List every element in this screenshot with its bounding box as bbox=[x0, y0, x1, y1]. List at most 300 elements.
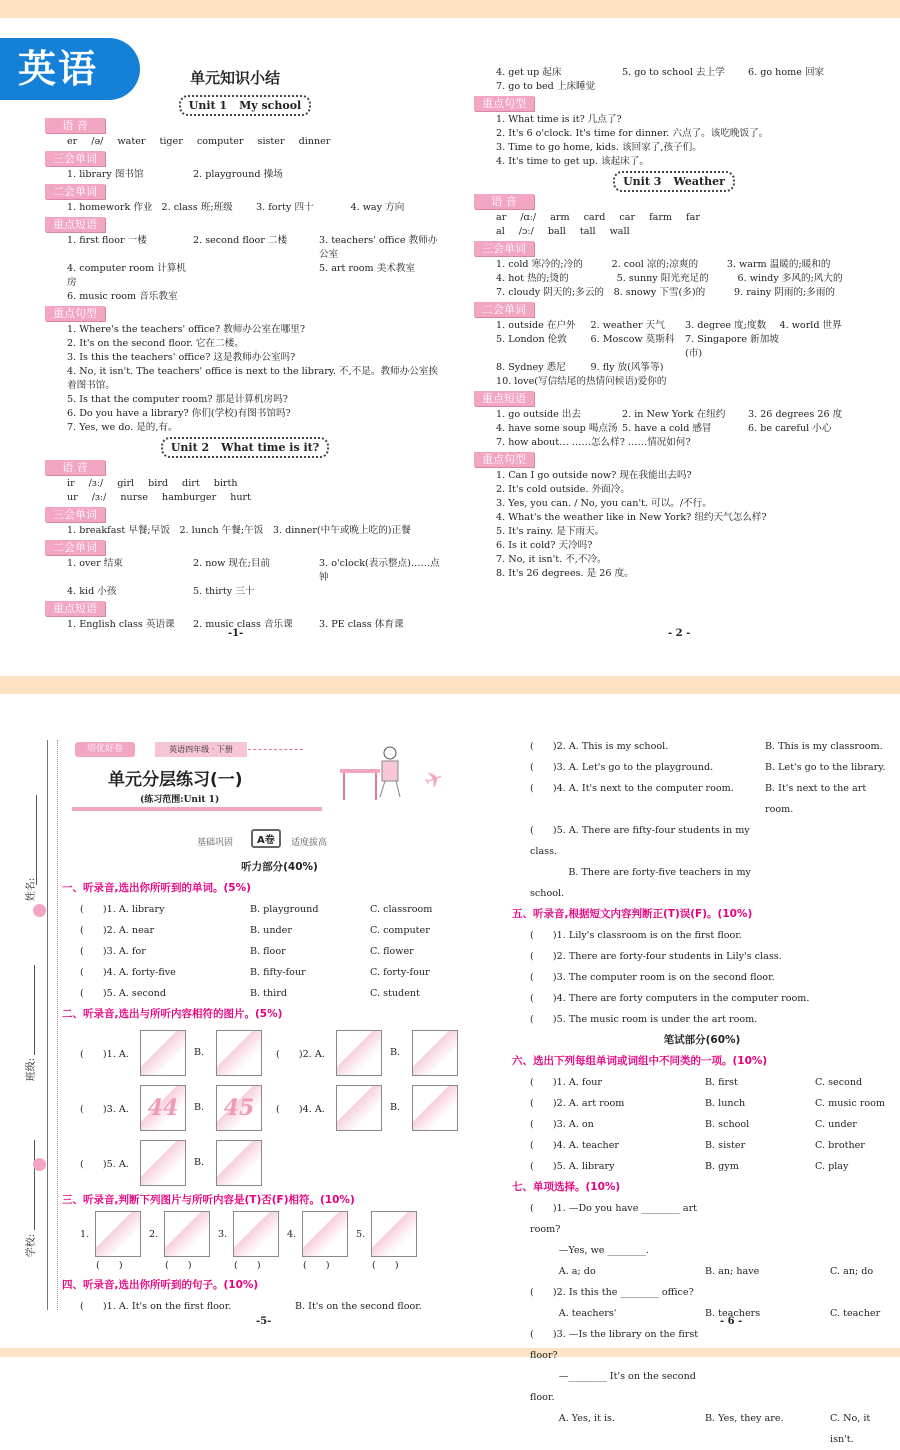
tf-answer-blank[interactable]: ( ) bbox=[372, 1260, 399, 1271]
option-b-label: B. bbox=[194, 1157, 205, 1168]
phonics-word: wall bbox=[609, 226, 630, 237]
tf-picture bbox=[371, 1211, 417, 1257]
answer-option[interactable]: C. an; do bbox=[830, 1266, 874, 1277]
picture-choice-row bbox=[62, 1135, 467, 1190]
tf-picture bbox=[164, 1211, 210, 1257]
listening-part-title: 听力部分(40%) bbox=[241, 861, 318, 873]
page-1 bbox=[45, 63, 445, 632]
vocab-item bbox=[193, 262, 319, 290]
section-tag: 二会单词 bbox=[474, 302, 534, 317]
text-line: 3. Is this the teachers' office? 这是教师办公室吗? bbox=[67, 352, 296, 363]
phonics-word: tall bbox=[579, 226, 596, 237]
section-heading: 四、听录音,选出你所听到的句子。(10%) bbox=[62, 1279, 259, 1291]
question-stem: —________ It's on the second floor. bbox=[530, 1371, 696, 1403]
question-stem: A. Yes, it is. bbox=[530, 1413, 616, 1424]
phonics-word: /ə/ bbox=[91, 136, 104, 147]
page-title: 单元知识小结 bbox=[189, 69, 280, 87]
vocab-item: 3. 26 degrees 26 度 bbox=[748, 409, 843, 420]
picture-option-b[interactable] bbox=[412, 1030, 458, 1076]
page-separator-band bbox=[0, 676, 900, 694]
level-right: 适度拔高 bbox=[291, 838, 328, 848]
phonics-word: /ɜː/ bbox=[91, 492, 107, 503]
tf-item bbox=[287, 1211, 356, 1275]
vocab-item: 1. go outside 出去 bbox=[496, 409, 582, 420]
tf-question: ( )3. The computer room is on the second floor. bbox=[530, 972, 775, 983]
section-tag: 重点句型 bbox=[474, 96, 534, 111]
answer-option[interactable]: B. It's next to the art room. bbox=[765, 783, 867, 815]
phonics-word: farm bbox=[649, 212, 673, 223]
question-label: ( )1. A. bbox=[80, 1048, 129, 1060]
phonics-word: car bbox=[619, 212, 636, 223]
answer-option[interactable]: B. under bbox=[250, 925, 292, 936]
phonics-word: water bbox=[117, 136, 146, 147]
answer-option[interactable]: B. floor bbox=[250, 946, 286, 957]
question-row bbox=[62, 962, 467, 983]
question-row bbox=[512, 736, 892, 757]
question-stem: ( )3. A. Let's go to the playground. bbox=[530, 762, 714, 773]
page-2 bbox=[474, 66, 874, 581]
tf-number: 4. bbox=[287, 1228, 297, 1240]
section-tag: 三会单词 bbox=[45, 507, 105, 522]
answer-option[interactable] bbox=[705, 1198, 830, 1240]
picture-option-a[interactable] bbox=[336, 1030, 382, 1076]
picture-option-b[interactable] bbox=[412, 1085, 458, 1131]
answer-option[interactable]: C. No, it isn't. bbox=[830, 1413, 871, 1445]
unit-heading-part: Unit 2 bbox=[170, 441, 210, 454]
phonics-word: tiger bbox=[159, 136, 183, 147]
question-stem: ( )3. A. for bbox=[80, 946, 146, 957]
answer-option[interactable] bbox=[830, 1366, 892, 1408]
subject-tab: 英语 bbox=[0, 38, 140, 100]
phonics-word: al bbox=[496, 226, 505, 237]
page-separator-band bbox=[0, 0, 900, 18]
text-line: 3. Yes, you can. / No, you can't. 可以。/不行。 bbox=[496, 498, 712, 509]
vocab-item: 4. kid 小孩 bbox=[67, 586, 117, 597]
question-row bbox=[62, 983, 467, 1004]
answer-option[interactable]: B. an; have bbox=[705, 1266, 760, 1277]
vocab-item: 5. have a cold 感冒 bbox=[622, 423, 712, 434]
vocab-row bbox=[45, 201, 445, 215]
phonics-word: computer bbox=[196, 136, 244, 147]
question-stem: —Yes, we ________. bbox=[530, 1245, 649, 1256]
vocab-item: 8. Sydney 悉尼 bbox=[496, 362, 566, 373]
option-b-label: B. bbox=[194, 1102, 205, 1113]
section-heading: 七、单项选择。(10%) bbox=[512, 1181, 621, 1193]
question-row bbox=[512, 1240, 892, 1261]
phonics-word: /ɔː/ bbox=[518, 226, 534, 237]
answer-option[interactable]: B. It's on the second floor. bbox=[295, 1301, 422, 1312]
section-tag: 三会单词 bbox=[45, 151, 105, 166]
writing-part-title: 笔试部分(60%) bbox=[663, 1034, 741, 1046]
level-indicator bbox=[195, 827, 335, 851]
text-line: 10. love(写信结尾的热情问候语)爱你的 bbox=[496, 376, 667, 387]
phonics-word: hamburger bbox=[161, 492, 217, 503]
phonics-row bbox=[474, 225, 874, 239]
vocab-item: 2. now 现在;目前 bbox=[193, 558, 271, 569]
section-tag: 重点短语 bbox=[474, 391, 534, 406]
vocab-item: 4. way 方向 bbox=[350, 202, 405, 213]
answer-option[interactable]: B. Let's go to the library. bbox=[765, 762, 886, 773]
phonics-word: girl bbox=[117, 478, 135, 489]
answer-option[interactable] bbox=[830, 1240, 892, 1261]
picture-option-b[interactable]: 45 bbox=[216, 1085, 262, 1131]
picture-option-a[interactable]: 44 bbox=[140, 1085, 186, 1131]
tf-number: 2. bbox=[149, 1228, 159, 1240]
page-number: - 6 - bbox=[720, 1316, 743, 1327]
text-line: 7. go to bed 上床睡觉 bbox=[496, 81, 596, 92]
name-label: 姓名: bbox=[26, 877, 38, 902]
vocab-item: 3. forty 四十 bbox=[256, 202, 314, 213]
question-stem: ( )4. A. forty-five bbox=[80, 967, 176, 978]
section-tag: 语 音 bbox=[45, 118, 105, 133]
text-line: 7. No, it isn't. 不,不冷。 bbox=[496, 554, 607, 565]
vocab-row bbox=[474, 361, 874, 375]
question-row bbox=[512, 1198, 892, 1240]
phonics-word: ur bbox=[67, 492, 78, 503]
vocab-item bbox=[780, 361, 875, 375]
answer-option[interactable]: C. classroom bbox=[370, 904, 433, 915]
phonics-word: birth bbox=[213, 478, 238, 489]
level-badge: A卷 bbox=[251, 829, 281, 848]
answer-option[interactable] bbox=[705, 1240, 830, 1261]
school-label: 学校: bbox=[26, 1233, 38, 1258]
vocab-row bbox=[45, 168, 445, 182]
answer-option[interactable] bbox=[830, 1198, 892, 1240]
section-tag: 重点短语 bbox=[45, 217, 105, 232]
phonics-row bbox=[45, 491, 445, 505]
tf-question: ( )5. The music room is under the art room. bbox=[530, 1014, 758, 1025]
vocab-row bbox=[45, 262, 445, 290]
question-stem: ( )2. Is this the ________ office? bbox=[530, 1287, 694, 1298]
tf-question: ( )2. There are forty-four students in Lily's class. bbox=[530, 951, 782, 962]
text-line: 1. breakfast 早餐;早饭 2. lunch 午餐;午饭 3. dinner(中午或晚上吃的)正餐 bbox=[67, 525, 411, 536]
vocab-item: 2. class 班;班级 bbox=[161, 202, 233, 213]
vocab-row bbox=[45, 557, 445, 585]
vocab-item bbox=[685, 361, 780, 375]
vocab-item: 4. computer room 计算机房 bbox=[67, 263, 187, 288]
answer-option[interactable] bbox=[830, 1324, 892, 1366]
text-line: 1. Where's the teachers' office? 教师办公室在哪里? bbox=[67, 324, 306, 335]
section-tag: 重点短语 bbox=[45, 601, 105, 616]
phonics-word: er bbox=[67, 136, 78, 147]
answer-option[interactable]: B. playground bbox=[250, 904, 319, 915]
option-b-label: B. bbox=[194, 1047, 205, 1058]
unit-heading-part: Weather bbox=[673, 175, 725, 188]
tf-answer-blank[interactable]: ( ) bbox=[303, 1260, 330, 1271]
question-row bbox=[512, 1093, 892, 1114]
option-b-label: B. bbox=[390, 1047, 401, 1058]
phonics-word: card bbox=[583, 212, 606, 223]
vocab-item: 2. playground 操场 bbox=[193, 169, 283, 180]
question-row bbox=[512, 1408, 892, 1450]
vocab-item: 2. in New York 在纽约 bbox=[622, 409, 726, 420]
section-heading: 六、选出下列每组单词或词组中不同类的一项。(10%) bbox=[512, 1055, 768, 1067]
vocab-item: 7. Singapore 新加坡(市) bbox=[685, 334, 779, 359]
question-row bbox=[512, 820, 892, 862]
answer-option[interactable]: C. forty-four bbox=[370, 967, 430, 978]
section-heading: 一、听录音,选出你所听到的单词。(5%) bbox=[62, 882, 251, 894]
answer-option[interactable]: B. fifty-four bbox=[250, 967, 306, 978]
answer-option[interactable]: C. second bbox=[815, 1077, 863, 1088]
tf-picture-row bbox=[62, 1211, 467, 1275]
vocab-item: 5. go to school 去上学 bbox=[622, 67, 725, 78]
tf-question: ( )4. There are forty computers in the computer room. bbox=[530, 993, 810, 1004]
phonics-word: ball bbox=[547, 226, 566, 237]
answer-option[interactable]: C. brother bbox=[815, 1140, 865, 1151]
page-6 bbox=[512, 736, 892, 1450]
tf-picture bbox=[95, 1211, 141, 1257]
vocab-item: 5. thirty 三十 bbox=[193, 586, 255, 597]
section-heading: 二、听录音,选出与所听内容相符的图片。(5%) bbox=[62, 1008, 283, 1020]
vocab-row bbox=[45, 618, 445, 632]
answer-option[interactable]: B. first bbox=[705, 1077, 738, 1088]
answer-option[interactable] bbox=[765, 862, 892, 904]
question-stem: ( )1. A. library bbox=[80, 904, 165, 915]
question-stem: ( )5. A. There are fifty-four students in my class. bbox=[530, 825, 750, 857]
unit-heading bbox=[613, 171, 735, 192]
answer-option[interactable]: C. music room bbox=[815, 1098, 886, 1109]
phonics-word: dinner bbox=[298, 136, 331, 147]
grade-label: 英语四年级 · 下册 bbox=[155, 742, 247, 757]
question-stem: B. There are forty-five teachers in my school. bbox=[530, 867, 751, 899]
vocab-item: 4. world 世界 bbox=[779, 320, 842, 331]
tf-item bbox=[149, 1211, 218, 1275]
question-row bbox=[512, 862, 892, 904]
question-stem: A. a; do bbox=[530, 1266, 596, 1277]
text-line: 1. cold 寒冷的;冷的 2. cool 凉的;凉爽的 3. warm 温暖的;暖和的 bbox=[496, 259, 831, 270]
answer-option[interactable]: C. student bbox=[370, 988, 420, 999]
answer-option[interactable]: B. This is my classroom. bbox=[765, 741, 883, 752]
page-number: - 2 - bbox=[668, 628, 691, 639]
answer-option[interactable]: B. school bbox=[705, 1119, 750, 1130]
question-row bbox=[62, 899, 467, 920]
phonics-word: ar bbox=[496, 212, 507, 223]
text-line: 5. It's rainy. 是下雨天。 bbox=[496, 526, 605, 537]
vocab-item: 3. degree 度;度数 bbox=[685, 320, 767, 331]
answer-option[interactable]: B. lunch bbox=[705, 1098, 746, 1109]
answer-option[interactable]: B. gym bbox=[705, 1161, 739, 1172]
vocab-row bbox=[474, 333, 874, 361]
question-label: ( )3. A. bbox=[80, 1103, 129, 1115]
tf-item bbox=[80, 1211, 149, 1275]
answer-option[interactable]: C. flower bbox=[370, 946, 414, 957]
page-5 bbox=[62, 857, 467, 1317]
page-number: -5- bbox=[256, 1316, 272, 1327]
answer-option[interactable]: C. teacher bbox=[830, 1308, 881, 1319]
tf-number: 3. bbox=[218, 1228, 228, 1240]
answer-option[interactable] bbox=[705, 1282, 830, 1303]
picture-option-b[interactable] bbox=[216, 1030, 262, 1076]
tf-number: 5. bbox=[356, 1228, 366, 1240]
phonics-word: sister bbox=[257, 136, 285, 147]
question-label: ( )5. A. bbox=[80, 1158, 129, 1170]
vocab-row bbox=[474, 319, 874, 333]
section-tag: 二会单词 bbox=[45, 540, 105, 555]
vocab-item: 1. first floor 一楼 bbox=[67, 235, 147, 246]
answer-option[interactable]: C. under bbox=[815, 1119, 857, 1130]
section-tag: 语 音 bbox=[474, 194, 534, 209]
option-b-label: B. bbox=[390, 1102, 401, 1113]
answer-option[interactable]: B. Yes, they are. bbox=[705, 1413, 784, 1424]
tf-answer-blank[interactable]: ( ) bbox=[234, 1260, 261, 1271]
question-row bbox=[512, 757, 892, 778]
text-line: 4. hot 热的;烫的 5. sunny 阳光充足的 6. windy 多风的;风大的 bbox=[496, 273, 843, 284]
question-row bbox=[512, 1366, 892, 1408]
question-row bbox=[512, 1156, 892, 1177]
answer-option[interactable]: B. sister bbox=[705, 1140, 746, 1151]
text-line: 4. It's time to get up. 该起床了。 bbox=[496, 156, 649, 167]
picture-choice-row bbox=[62, 1025, 467, 1080]
vocab-item: 9. fly 放(风筝等) bbox=[590, 362, 664, 373]
exercise-title: 单元分层练习(一) bbox=[108, 770, 243, 790]
question-stem: ( )2. A. near bbox=[80, 925, 155, 936]
unit-heading-part: What time is it? bbox=[221, 441, 320, 454]
class-label: 班级: bbox=[26, 1057, 38, 1082]
question-stem: ( )4. A. It's next to the computer room. bbox=[530, 783, 734, 794]
vocab-item: 4. have some soup 喝点汤 bbox=[496, 423, 618, 434]
phonics-word: nurse bbox=[120, 492, 148, 503]
text-line: 7. how about… ……怎么样? ……情况如何? bbox=[496, 437, 691, 448]
question-stem: ( )1. A. four bbox=[530, 1077, 602, 1088]
tf-question: ( )1. Lily's classroom is on the first floor. bbox=[530, 930, 742, 941]
vocab-item: 1. English class 英语课 bbox=[67, 619, 175, 630]
vocab-row bbox=[45, 585, 445, 599]
question-row bbox=[62, 1296, 467, 1317]
phonics-row bbox=[45, 135, 445, 149]
text-line: 2. It's cold outside. 外面冷。 bbox=[496, 484, 630, 495]
phonics-word: /ɑː/ bbox=[520, 212, 537, 223]
question-stem: ( )3. —Is the library on the first floor? bbox=[530, 1329, 699, 1361]
question-row bbox=[62, 920, 467, 941]
question-label: ( )2. A. bbox=[276, 1048, 325, 1060]
tf-picture bbox=[233, 1211, 279, 1257]
phonics-row bbox=[474, 211, 874, 225]
text-line: 5. Is that the computer room? 那是计算机房吗? bbox=[67, 394, 288, 405]
answer-option[interactable] bbox=[705, 1366, 830, 1408]
unit-heading-part: Unit 1 bbox=[188, 99, 228, 112]
picture-option-b[interactable] bbox=[216, 1140, 262, 1186]
text-line: 4. What's the weather like in New York? 纽约天气怎么样? bbox=[496, 512, 767, 523]
question-stem: ( )5. A. library bbox=[530, 1161, 615, 1172]
header-dotted-line bbox=[248, 749, 303, 750]
vocab-item: 4. get up 起床 bbox=[496, 67, 562, 78]
vocab-row bbox=[474, 66, 874, 80]
picture-option-a[interactable] bbox=[140, 1030, 186, 1076]
answer-option[interactable]: B. third bbox=[250, 988, 287, 999]
phonics-word: ir bbox=[67, 478, 75, 489]
question-stem: A. teachers' bbox=[530, 1308, 617, 1319]
question-stem: ( )2. A. This is my school. bbox=[530, 741, 669, 752]
text-line: 7. cloudy 阴天的;多云的 8. snowy 下雪(多)的 9. rainy 阴雨的;多雨的 bbox=[496, 287, 836, 298]
question-row bbox=[62, 941, 467, 962]
answer-option[interactable] bbox=[830, 1282, 892, 1303]
picture-choice-row bbox=[62, 1080, 467, 1135]
vocab-item: 6. go home 回家 bbox=[748, 67, 825, 78]
question-stem: ( )1. A. It's on the first floor. bbox=[80, 1301, 232, 1312]
student-at-desk-illustration bbox=[340, 745, 410, 805]
vocab-item: 1. outside 在户外 bbox=[496, 320, 576, 331]
section-tag: 重点句型 bbox=[474, 452, 534, 467]
answer-option[interactable]: B. teachers bbox=[705, 1308, 761, 1319]
question-row bbox=[512, 1114, 892, 1135]
vocab-item: 5. London 伦敦 bbox=[496, 334, 567, 345]
section-heading: 五、听录音,根据短文内容判断正(T)误(F)。(10%) bbox=[512, 908, 753, 920]
vocab-item: 1. homework 作业 bbox=[67, 202, 153, 213]
answer-option[interactable]: C. play bbox=[815, 1161, 849, 1172]
picture-option-a[interactable] bbox=[140, 1140, 186, 1186]
level-left: 基础巩固 bbox=[197, 838, 234, 848]
text-line: 4. No, it isn't. The teachers' office is next to the library. 不,不是。教师办公室挨着图书馆。 bbox=[67, 366, 439, 391]
vocab-item: 1. over 结束 bbox=[67, 558, 123, 569]
vocab-item: 6. Moscow 莫斯科 bbox=[590, 334, 675, 345]
answer-option[interactable] bbox=[705, 1324, 830, 1366]
text-line: 3. Time to go home, kids. 该回家了,孩子们。 bbox=[496, 142, 702, 153]
unit-heading bbox=[161, 437, 329, 458]
vocab-item: 1. library 图书馆 bbox=[67, 169, 144, 180]
vocab-row bbox=[45, 234, 445, 262]
tf-number: 1. bbox=[80, 1228, 90, 1240]
text-line: 6. Is it cold? 天冷吗? bbox=[496, 540, 593, 551]
text-line: 8. It's 26 degrees. 是 26 度。 bbox=[496, 568, 634, 579]
phonics-word: bird bbox=[148, 478, 169, 489]
section-heading: 三、听录音,判断下列图片与所听内容是(T)否(F)相符。(10%) bbox=[62, 1194, 355, 1206]
text-line: 1. Can I go outside now? 现在我能出去吗? bbox=[496, 470, 692, 481]
question-row bbox=[512, 1261, 892, 1282]
exercise-scope: (练习范围:Unit 1) bbox=[140, 795, 220, 805]
vocab-item: 2. music class 音乐课 bbox=[193, 619, 293, 630]
tf-answer-blank[interactable]: ( ) bbox=[165, 1260, 192, 1271]
tf-picture bbox=[302, 1211, 348, 1257]
text-line: 2. It's on the second floor. 它在二楼。 bbox=[67, 338, 244, 349]
phonics-row bbox=[45, 477, 445, 491]
unit-heading bbox=[179, 95, 311, 116]
header-underline bbox=[72, 807, 322, 811]
vocab-item: 2. weather 天气 bbox=[590, 320, 665, 331]
text-line: 2. It's 6 o'clock. It's time for dinner. 六点了。该吃晚饭了。 bbox=[496, 128, 769, 139]
answer-option[interactable]: C. computer bbox=[370, 925, 430, 936]
vocab-item bbox=[780, 333, 875, 361]
unit-heading-part: Unit 3 bbox=[623, 175, 662, 188]
text-line: 6. Do you have a library? 你们(学校)有图书馆吗? bbox=[67, 408, 291, 419]
phonics-word: /ɜː/ bbox=[88, 478, 104, 489]
text-line: 6. music room 音乐教室 bbox=[67, 291, 178, 302]
question-label: ( )4. A. bbox=[276, 1103, 325, 1115]
answer-option[interactable] bbox=[765, 820, 892, 862]
phonics-word: hurt bbox=[230, 492, 252, 503]
section-tag: 三会单词 bbox=[474, 241, 534, 256]
phonics-word: far bbox=[686, 212, 700, 223]
vocab-row bbox=[474, 408, 874, 422]
question-row bbox=[512, 1303, 892, 1324]
question-row bbox=[512, 1324, 892, 1366]
text-line: 1. What time is it? 几点了? bbox=[496, 114, 622, 125]
section-tag: 语 音 bbox=[45, 460, 105, 475]
question-stem: ( )1. —Do you have ________ art room? bbox=[530, 1203, 698, 1235]
picture-option-a[interactable] bbox=[336, 1085, 382, 1131]
vocab-item: 6. be careful 小心 bbox=[748, 423, 832, 434]
phonics-word: dirt bbox=[182, 478, 200, 489]
section-tag: 二会单词 bbox=[45, 184, 105, 199]
series-tag: 培优好卷 bbox=[75, 742, 135, 757]
question-row bbox=[512, 1282, 892, 1303]
tf-item bbox=[356, 1211, 425, 1275]
vocab-item: 3. o'clock(表示整点)……点钟 bbox=[319, 558, 440, 583]
tf-answer-blank[interactable]: ( ) bbox=[96, 1260, 123, 1271]
page-number: -1- bbox=[228, 628, 244, 639]
vocab-item bbox=[319, 585, 445, 599]
question-row bbox=[512, 1072, 892, 1093]
section-tag: 重点句型 bbox=[45, 306, 105, 321]
